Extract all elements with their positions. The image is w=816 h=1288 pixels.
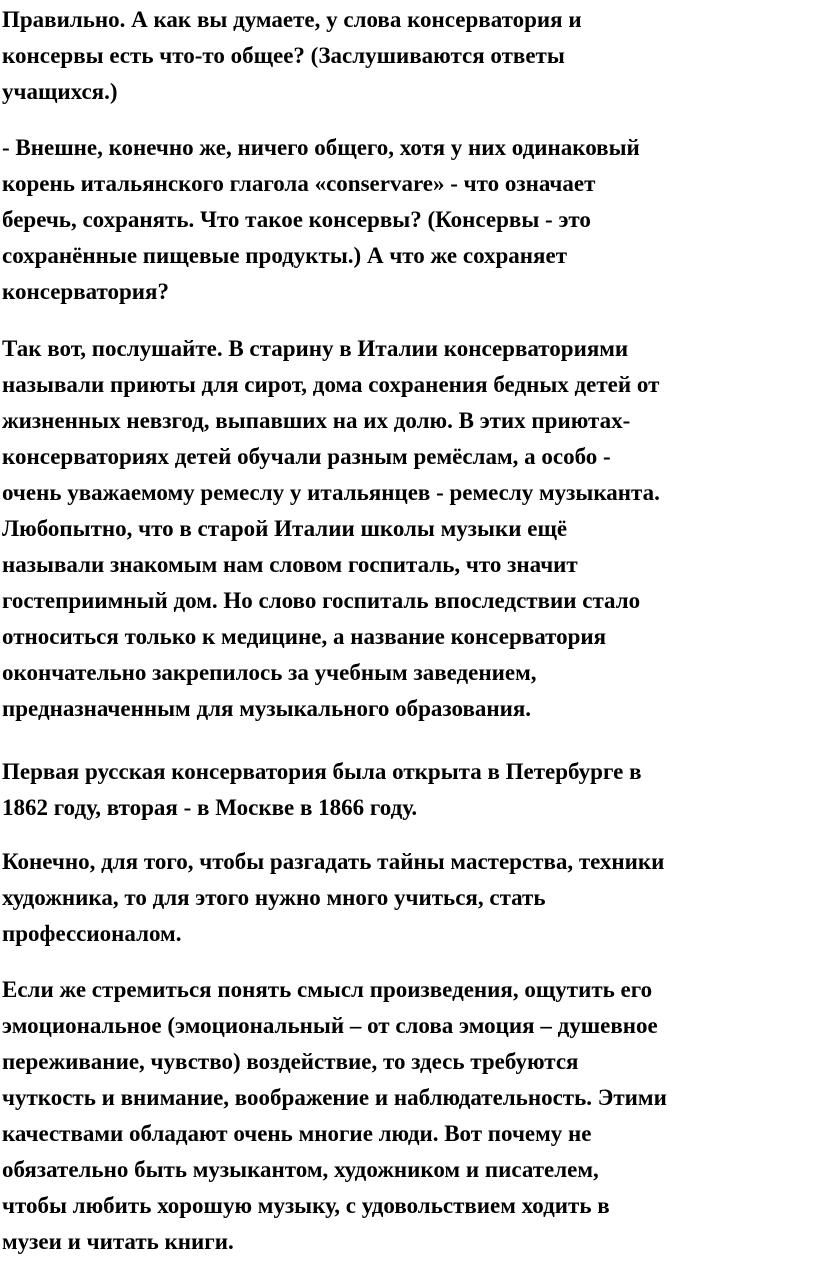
text-line: жизненных невзгод, выпавших на их долю. В этих приютах- bbox=[2, 408, 631, 433]
text-line: называли знакомым нам словом госпиталь, что значит bbox=[2, 552, 578, 577]
text-line: 1862 году, вторая - в Москве в 1866 году. bbox=[2, 795, 418, 820]
text-line: чтобы любить хорошую музыку, с удовольствием ходить в bbox=[2, 1193, 610, 1218]
text-line: обязательно быть музыкантом, художником и писателем, bbox=[2, 1157, 599, 1182]
text-line: консерваториях детей обучали разным ремёслам, а особо - bbox=[2, 444, 611, 469]
text-line: сохранённые пищевые продукты.) А что же сохраняет bbox=[2, 243, 567, 268]
text-line: чуткость и внимание, воображение и наблюдательность. Этими bbox=[2, 1085, 667, 1110]
text-line: художника, то для этого нужно много учиться, стать bbox=[2, 885, 546, 910]
paragraph-3 bbox=[2, 331, 660, 727]
paragraph-4 bbox=[2, 754, 642, 826]
paragraph-2 bbox=[2, 130, 640, 310]
text-line: консерватория? bbox=[2, 279, 169, 304]
text-line: относиться только к медицине, а название консерватория bbox=[2, 624, 607, 649]
text-line: качествами обладают очень многие люди. Вот почему не bbox=[2, 1121, 592, 1146]
text-line: Правильно. А как вы думаете, у слова консерватория и bbox=[2, 7, 582, 32]
text-line: Так вот, послушайте. В старину в Италии консерваториями bbox=[2, 336, 629, 361]
paragraph-1 bbox=[2, 2, 582, 110]
text-line: консервы есть что-то общее? (Заслушиваются ответы bbox=[2, 43, 565, 68]
text-line: окончательно закрепилось за учебным заведением, bbox=[2, 660, 537, 685]
paragraph-5 bbox=[2, 844, 664, 952]
text-line: предназначенным для музыкального образования. bbox=[2, 696, 532, 721]
text-line: гостеприимный дом. Но слово госпиталь впоследствии стало bbox=[2, 588, 641, 613]
text-line: профессионалом. bbox=[2, 921, 182, 946]
text-line: Если же стремиться понять смысл произведения, ощутить его bbox=[2, 977, 653, 1002]
text-line: учащихся.) bbox=[2, 79, 118, 104]
text-line: - Внешне, конечно же, ничего общего, хотя у них одинаковый bbox=[2, 135, 640, 160]
paragraph-6 bbox=[2, 972, 667, 1260]
text-line: эмоциональное (эмоциональный – от слова эмоция – душевное bbox=[2, 1013, 658, 1038]
text-line: называли приюты для сирот, дома сохранения бедных детей от bbox=[2, 372, 660, 397]
text-line: Первая русская консерватория была открыта в Петербурге в bbox=[2, 759, 642, 784]
text-line: переживание, чувство) воздействие, то здесь требуются bbox=[2, 1049, 579, 1074]
text-line: беречь, сохранять. Что такое консервы? (Консервы - это bbox=[2, 207, 591, 232]
text-line: Конечно, для того, чтобы разгадать тайны мастерства, техники bbox=[2, 849, 665, 874]
text-line: музеи и читать книги. bbox=[2, 1229, 234, 1254]
text-line: очень уважаемому ремеслу у итальянцев - ремеслу музыканта. bbox=[2, 480, 660, 505]
text-line: корень итальянского глагола «conservare» - что означает bbox=[2, 171, 596, 196]
text-line: Любопытно, что в старой Италии школы музыки ещё bbox=[2, 516, 568, 541]
